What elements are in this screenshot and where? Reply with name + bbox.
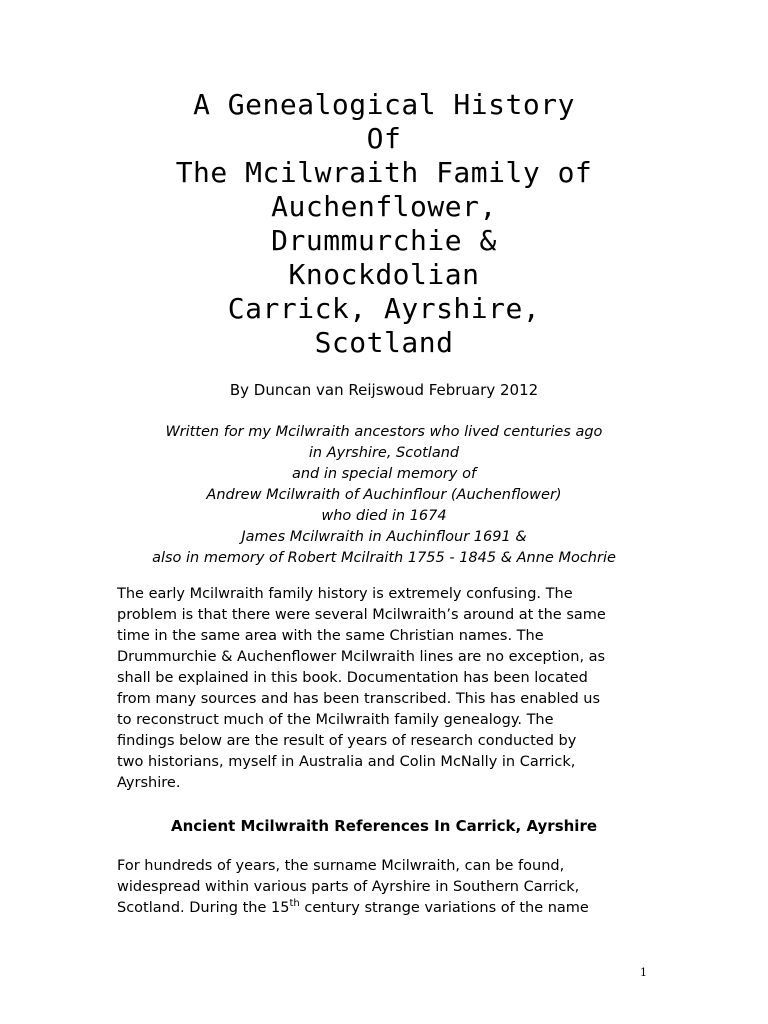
dedication bbox=[100, 422, 668, 569]
paragraph-line: problem is that there were several Mcilwraith’s around at the same bbox=[117, 607, 606, 623]
dedication-line: and in special memory of bbox=[291, 466, 477, 482]
paragraph-line: For hundreds of years, the surname Mcilwraith, can be found, bbox=[117, 858, 565, 874]
title-line: The Mcilwraith Family of bbox=[175, 156, 593, 189]
dedication-line: who died in 1674 bbox=[321, 508, 447, 524]
text-run: Scotland. During the 15 bbox=[117, 900, 290, 916]
document-title bbox=[100, 88, 668, 360]
paragraph-line: time in the same area with the same Christian names. The bbox=[117, 628, 544, 644]
paragraph-line: to reconstruct much of the Mcilwraith family genealogy. The bbox=[117, 712, 554, 728]
title-line: Of bbox=[366, 122, 402, 155]
title-line: Knockdolian bbox=[288, 258, 480, 291]
ordinal-superscript: th bbox=[289, 898, 300, 910]
dedication-line: James Mcilwraith in Auchinflour 1691 & bbox=[241, 529, 527, 545]
page-number: 1 bbox=[640, 966, 647, 979]
paragraph-line: widespread within various parts of Ayrshire in Southern Carrick, bbox=[117, 879, 580, 895]
paragraph-line: findings below are the result of years of research conducted by bbox=[117, 733, 577, 749]
dedication-line: in Ayrshire, Scotland bbox=[308, 445, 460, 461]
paragraph-line: The early Mcilwraith family history is extremely confusing. The bbox=[117, 586, 573, 602]
paragraph-line: from many sources and has been transcribed. This has enabled us bbox=[117, 691, 601, 707]
dedication-line: Written for my Mcilwraith ancestors who lived centuries ago bbox=[165, 424, 603, 440]
title-line: Drummurchie & bbox=[271, 224, 497, 257]
paragraph-line bbox=[117, 898, 657, 919]
section-heading: Ancient Mcilwraith References In Carrick, Ayrshire bbox=[170, 817, 598, 835]
title-line: Scotland bbox=[314, 326, 454, 359]
text-run: century strange variations of the name bbox=[299, 900, 589, 916]
title-line: Carrick, Ayrshire, bbox=[227, 292, 541, 325]
intro-paragraph bbox=[117, 584, 657, 794]
paragraph-line: Ayrshire. bbox=[117, 775, 181, 791]
paragraph-line: Drummurchie & Auchenflower Mcilwraith lines are no exception, as bbox=[117, 649, 606, 665]
title-line: A Genealogical History bbox=[193, 88, 575, 121]
paragraph-line: two historians, myself in Australia and Colin McNally in Carrick, bbox=[117, 754, 576, 770]
author-byline: By Duncan van Reijswoud February 2012 bbox=[229, 381, 539, 399]
dedication-line: Andrew Mcilwraith of Auchinflour (Auchenflower) bbox=[206, 487, 562, 503]
body-paragraph bbox=[117, 856, 657, 919]
paragraph-line: shall be explained in this book. Documentation has been located bbox=[117, 670, 588, 686]
title-line: Auchenflower, bbox=[271, 190, 497, 223]
dedication-line: also in memory of Robert Mcilraith 1755 - 1845 & Anne Mochrie bbox=[152, 550, 616, 566]
